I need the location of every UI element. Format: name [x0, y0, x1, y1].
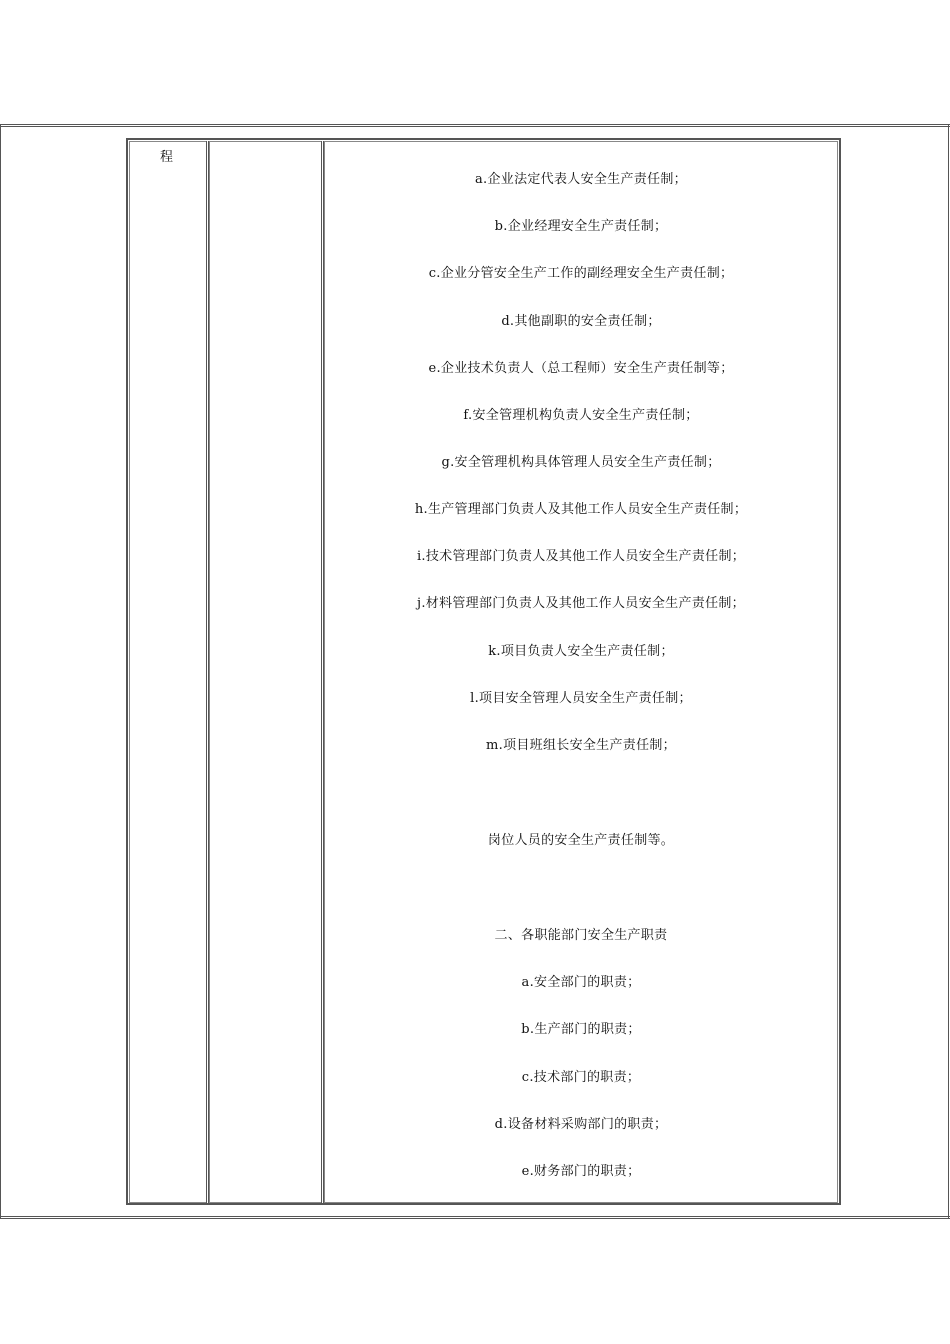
content-line: 岗位人员的安全生产责任制等。 — [487, 833, 675, 848]
content-line: i.技术管理部门负责人及其他工作人员安全生产责任制； — [416, 549, 746, 564]
content-line: d.其他副职的安全责任制； — [501, 314, 661, 329]
outer-left-border — [0, 125, 1, 1218]
page-top-rule — [0, 124, 950, 127]
content-line: a.企业法定代表人安全生产责任制； — [475, 172, 687, 187]
content-line: e.企业技术负责人（总工程师）安全生产责任制等； — [428, 361, 734, 376]
content-line: e.财务部门的职责； — [521, 1164, 641, 1179]
outer-right-border — [948, 125, 949, 1218]
table-cell-content — [324, 141, 838, 1203]
content-line: f.安全管理机构负责人安全生产责任制； — [463, 408, 699, 423]
content-line: g.安全管理机构具体管理人员安全生产责任制； — [441, 455, 721, 470]
page-bottom-rule — [0, 1216, 950, 1219]
column-divider — [321, 141, 324, 1203]
content-line: b.企业经理安全生产责任制； — [494, 219, 668, 234]
content-line: k.项目负责人安全生产责任制； — [488, 644, 674, 659]
column-divider — [206, 141, 209, 1203]
content-line: l.项目安全管理人员安全生产责任制； — [470, 691, 692, 706]
table-cell-item — [209, 141, 322, 1203]
content-line: a.安全部门的职责； — [521, 975, 641, 990]
table-cell-category — [129, 141, 207, 1203]
category-text: 程 — [160, 150, 174, 165]
content-line: m.项目班组长安全生产责任制； — [486, 738, 676, 753]
content-line: j.材料管理部门负责人及其他工作人员安全生产责任制； — [417, 596, 745, 611]
content-line: h.生产管理部门负责人及其他工作人员安全生产责任制； — [414, 502, 748, 517]
content-line: c.技术部门的职责； — [521, 1070, 641, 1085]
content-line: c.企业分管安全生产工作的副经理安全生产责任制； — [428, 266, 734, 281]
content-line: b.生产部门的职责； — [521, 1022, 641, 1037]
section-heading: 二、各职能部门安全生产职责 — [494, 928, 668, 943]
content-line: d.设备材料采购部门的职责； — [494, 1117, 668, 1132]
